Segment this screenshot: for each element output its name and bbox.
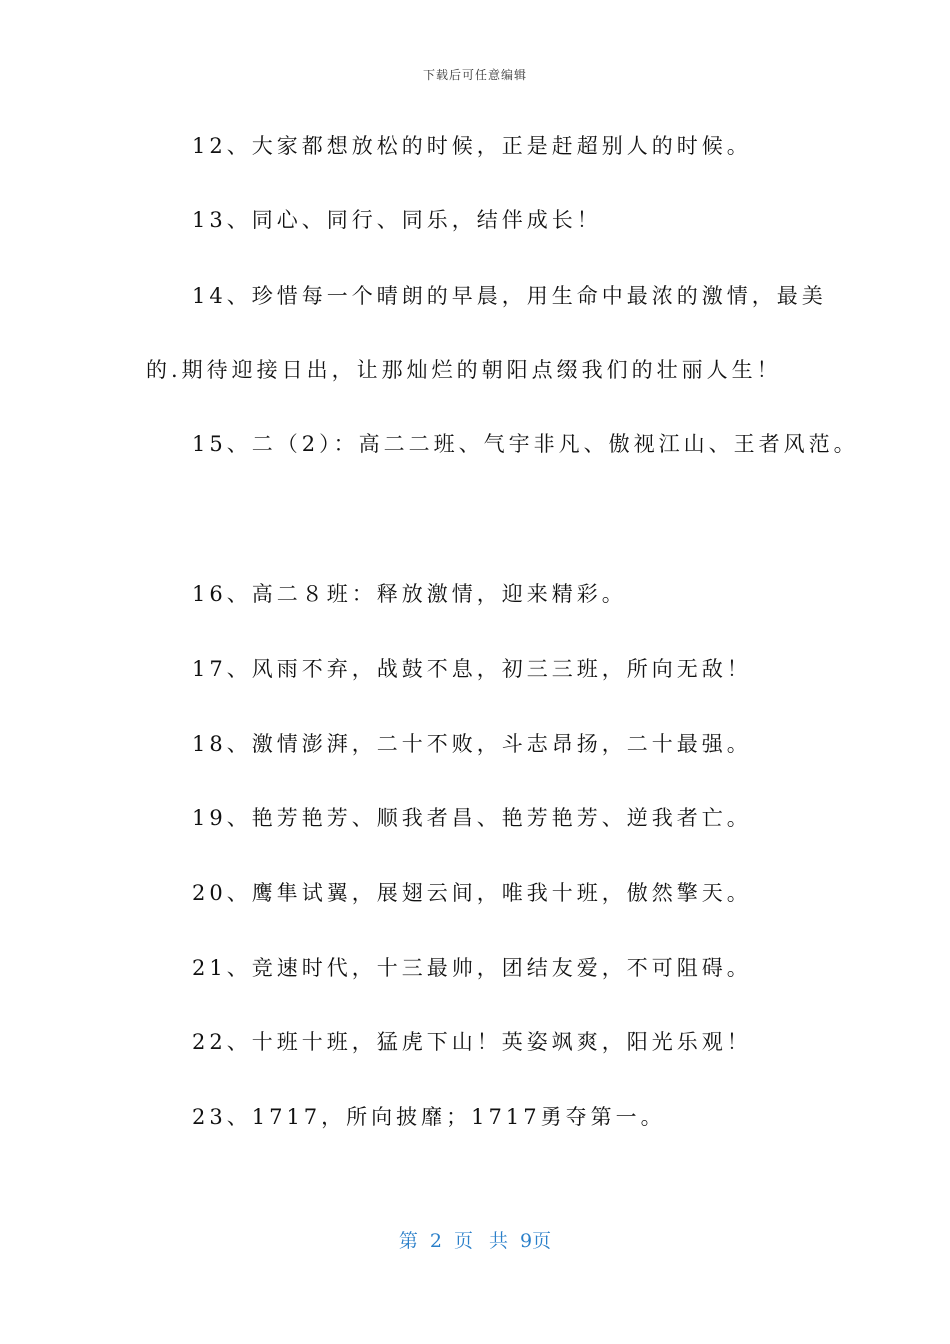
slogan-line-14-cont: 的.期待迎接日出，让那灿烂的朝阳点缀我们的壮丽人生！ <box>146 358 782 382</box>
page-separator: 页 共 <box>453 1230 509 1252</box>
slogan-line-14: 14、珍惜每一个晴朗的早晨，用生命中最浓的激情，最美 <box>192 284 827 308</box>
slogan-line-21: 21、竞速时代，十三最帅，团结友爱，不可阻碍。 <box>192 956 752 980</box>
slogan-line-19: 19、艳芳艳芳、顺我者昌、艳芳艳芳、逆我者亡。 <box>192 806 752 830</box>
slogan-line-17: 17、风雨不弃，战鼓不息，初三三班，所向无敌！ <box>192 657 752 681</box>
page-current-number: 2 <box>429 1230 442 1252</box>
slogan-line-12: 12、大家都想放松的时候，正是赶超别人的时候。 <box>192 134 752 158</box>
page-prefix: 第 <box>398 1230 418 1252</box>
page-total: 9页 <box>520 1230 552 1252</box>
slogan-line-22: 22、十班十班，猛虎下山！英姿飒爽，阳光乐观！ <box>192 1030 752 1054</box>
slogan-line-15: 15、二（2）：高二二班、气宇非凡、傲视江山、王者风范。 <box>192 432 859 456</box>
slogan-line-16: 16、高二８班：释放激情，迎来精彩。 <box>192 582 627 606</box>
page-footer <box>0 1226 950 1253</box>
slogan-line-23: 23、1717，所向披靡；1717勇夺第一。 <box>192 1105 666 1129</box>
slogan-line-18: 18、激情澎湃，二十不败，斗志昂扬，二十最强。 <box>192 732 752 756</box>
slogan-line-13: 13、同心、同行、同乐，结伴成长！ <box>192 208 602 232</box>
page-header: 下载后可任意编辑 <box>422 68 527 82</box>
slogan-line-20: 20、鹰隼试翼，展翅云间，唯我十班，傲然擎天。 <box>192 881 752 905</box>
